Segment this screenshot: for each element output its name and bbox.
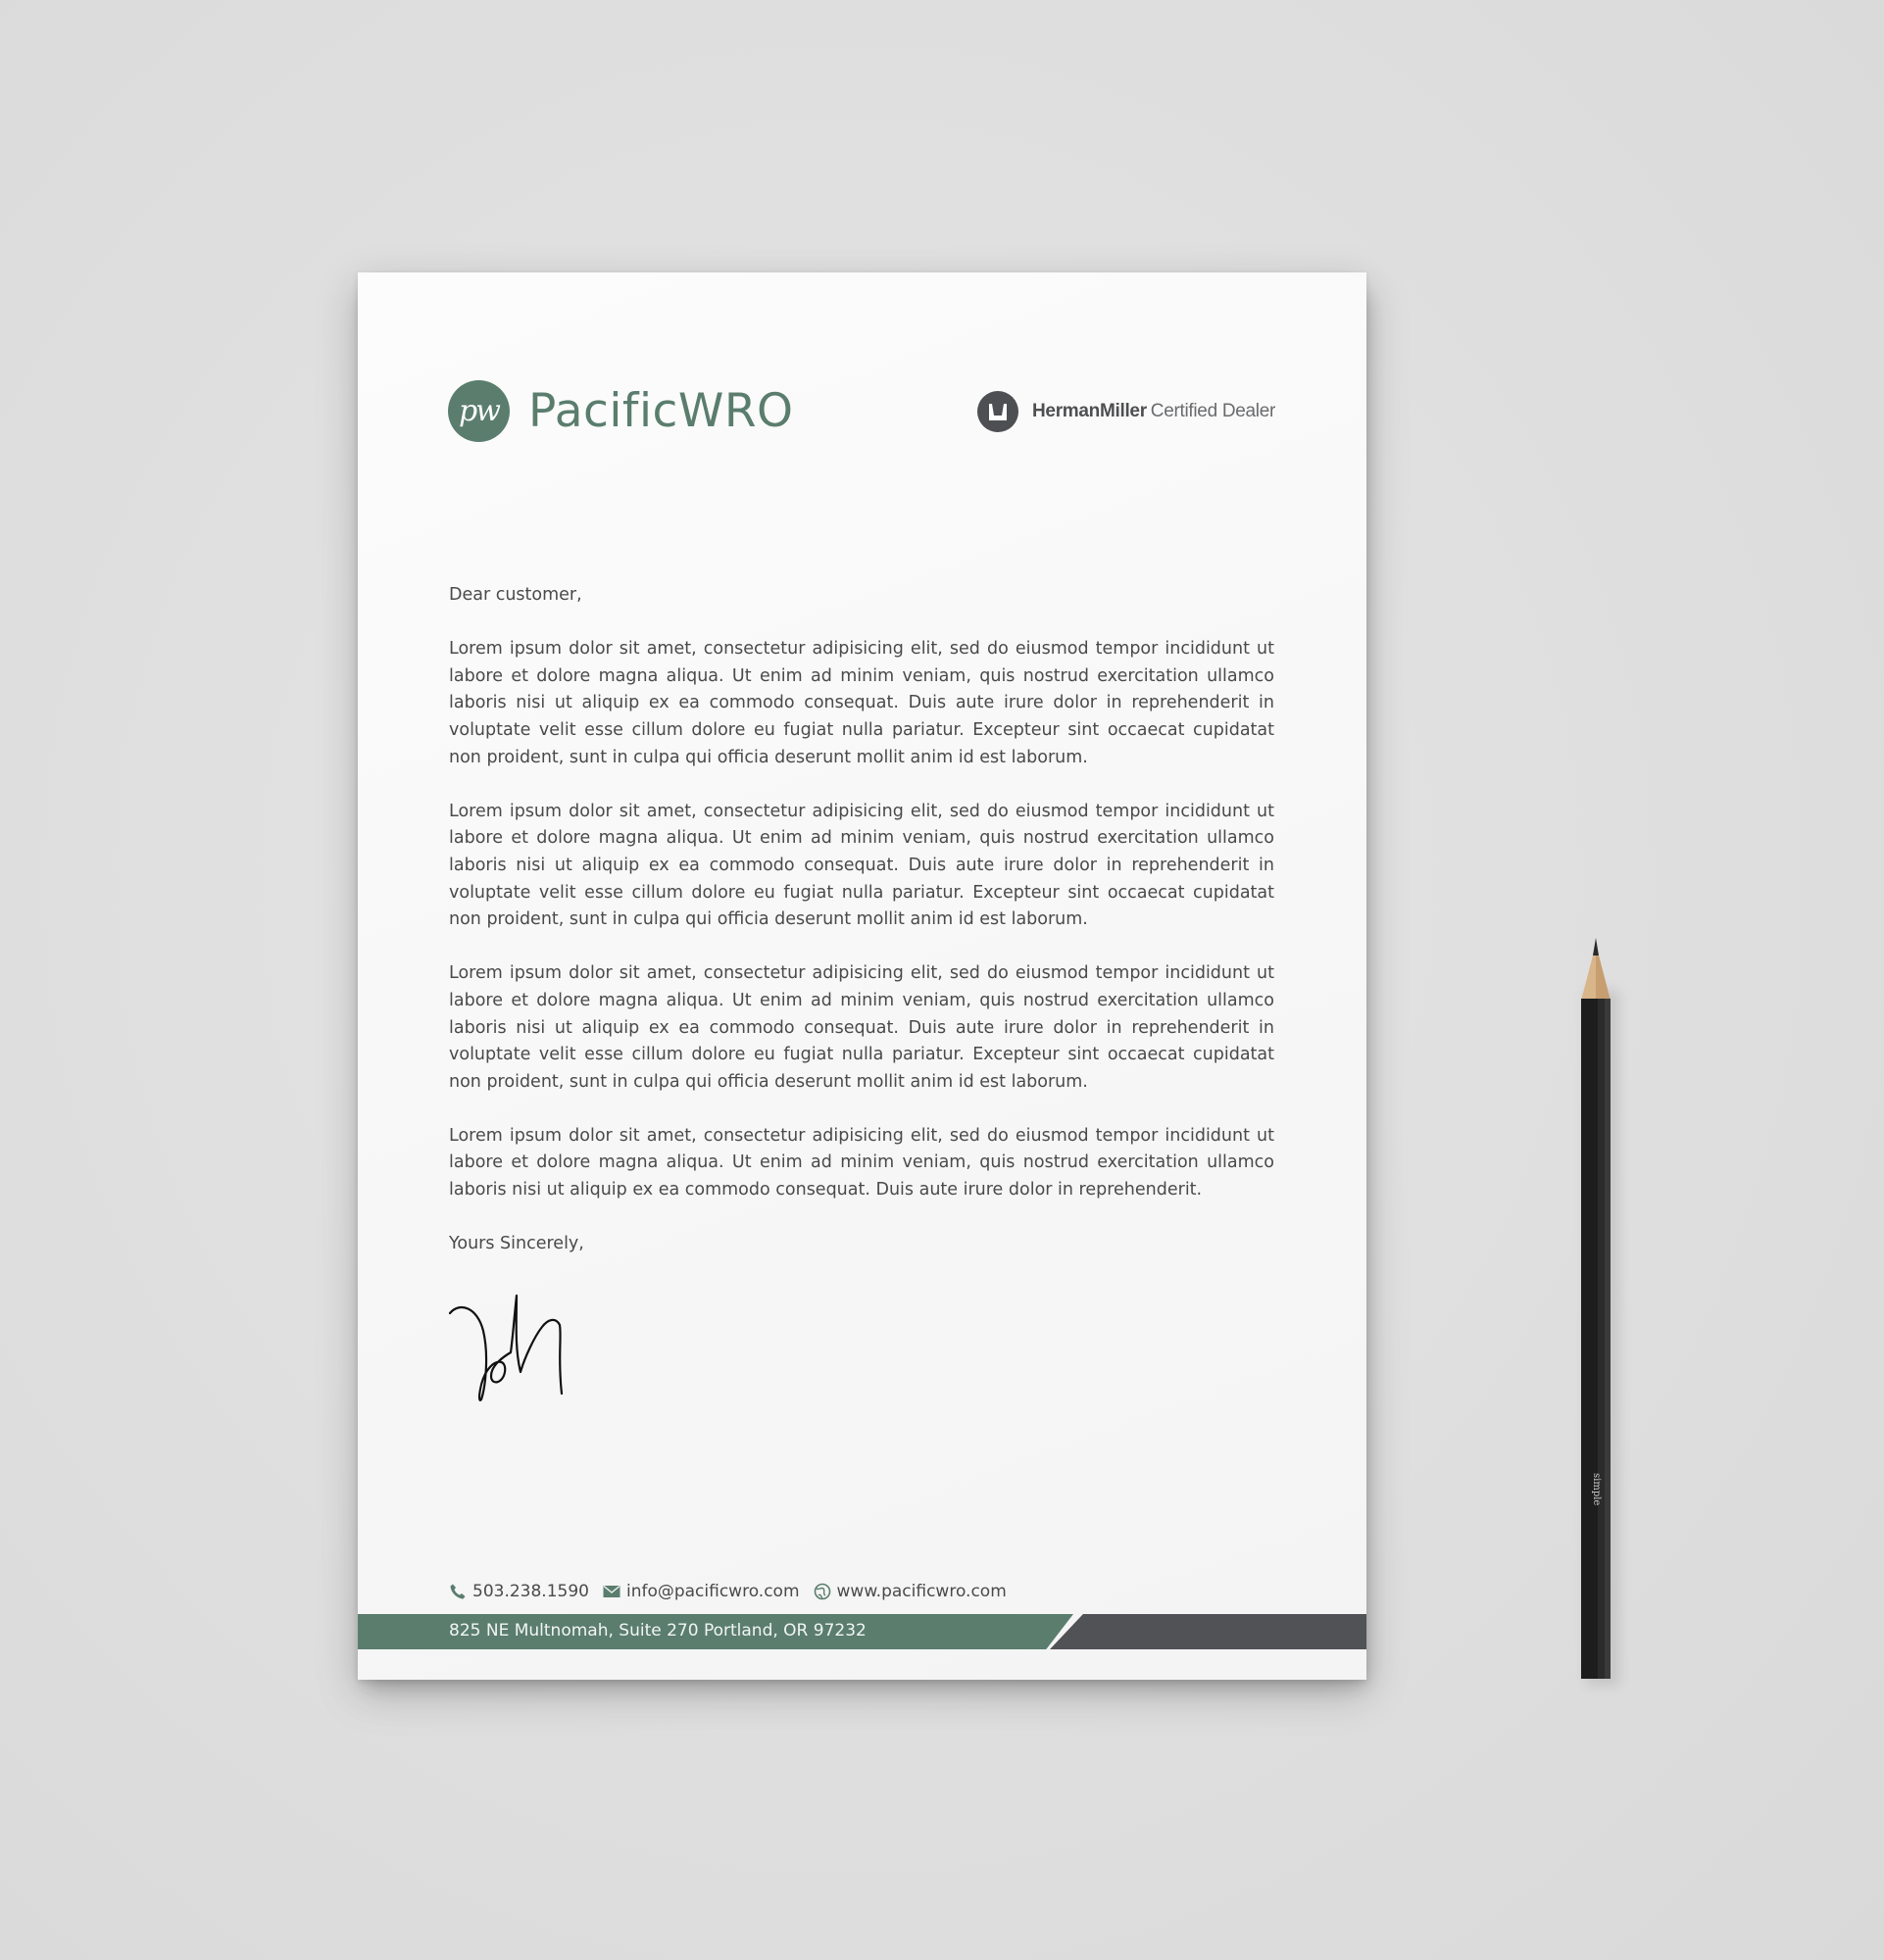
phone-icon [449, 1583, 467, 1600]
herman-miller-logo-icon [977, 391, 1018, 432]
dealer-brand-name: HermanMiller [1032, 401, 1147, 421]
letterhead-page [358, 272, 1366, 1680]
dealer-badge [977, 391, 1275, 432]
letter-paragraph: Lorem ipsum dolor sit amet, consectetur adipisicing elit, sed do eiusmod tempor incididunt ut labore et dolore magna aliqua. Ut enim ad minim veniam, quis nostrud exercitation ullamco laboris nisi ut aliquip ex ea commodo consequat. Duis aute irure dolor in reprehenderit. [449, 1125, 1274, 1200]
pencil [1578, 936, 1613, 1681]
email-icon [603, 1585, 620, 1598]
letter-paragraph: Lorem ipsum dolor sit amet, consectetur adipisicing elit, sed do eiusmod tempor incididunt ut labore et dolore magna aliqua. Ut enim ad minim veniam, quis nostrud exercitation ullamco laboris nisi ut aliquip ex ea commodo consequat. Duis aute irure dolor in reprehenderit in voluptate velit esse cillum dolore eu fugiat nulla pariatur. Excepteur sint occaecat cupidatat non proident, sunt in culpa qui officia deserunt mollit anim id est laborum. [449, 639, 1274, 767]
footer-band-gray [1050, 1614, 1366, 1649]
company-name: PacificWRO [528, 384, 794, 438]
letter-body [449, 582, 1274, 1285]
globe-icon [814, 1583, 831, 1600]
email-address: info@pacificwro.com [625, 1582, 800, 1601]
letter-paragraph: Lorem ipsum dolor sit amet, consectetur adipisicing elit, sed do eiusmod tempor incididunt ut labore et dolore magna aliqua. Ut enim ad minim veniam, quis nostrud exercitation ullamco laboris nisi ut aliquip ex ea commodo consequat. Duis aute irure dolor in reprehenderit in voluptate velit esse cillum dolore eu fugiat nulla pariatur. Excepteur sint occaecat cupidatat non proident, sunt in culpa qui officia deserunt mollit anim id est laborum. [449, 801, 1274, 930]
letter-paragraph: Lorem ipsum dolor sit amet, consectetur adipisicing elit, sed do eiusmod tempor incididunt ut labore et dolore magna aliqua. Ut enim ad minim veniam, quis nostrud exercitation ullamco laboris nisi ut aliquip ex ea commodo consequat. Duis aute irure dolor in reprehenderit in voluptate velit esse cillum dolore eu fugiat nulla pariatur. Excepteur sint occaecat cupidatat non proident, sunt in culpa qui officia deserunt mollit anim id est laborum. [449, 963, 1274, 1092]
logo-monogram-icon: pw [448, 380, 510, 442]
dealer-certification: Certified Dealer [1150, 401, 1275, 421]
contact-website [814, 1582, 1007, 1601]
contact-email [603, 1582, 800, 1601]
letter-greeting: Dear customer, [449, 585, 582, 605]
pencil-brand-label: simple [1591, 1473, 1602, 1506]
office-address: 825 NE Multnomah, Suite 270 Portland, OR 97232 [449, 1621, 867, 1641]
phone-number: 503.238.1590 [472, 1582, 589, 1601]
company-logo [448, 380, 794, 442]
contact-bar [449, 1582, 1020, 1601]
website-url: www.pacificwro.com [836, 1582, 1007, 1601]
handwritten-signature [446, 1290, 573, 1407]
letter-closing: Yours Sincerely, [449, 1234, 584, 1254]
contact-phone [449, 1582, 589, 1601]
